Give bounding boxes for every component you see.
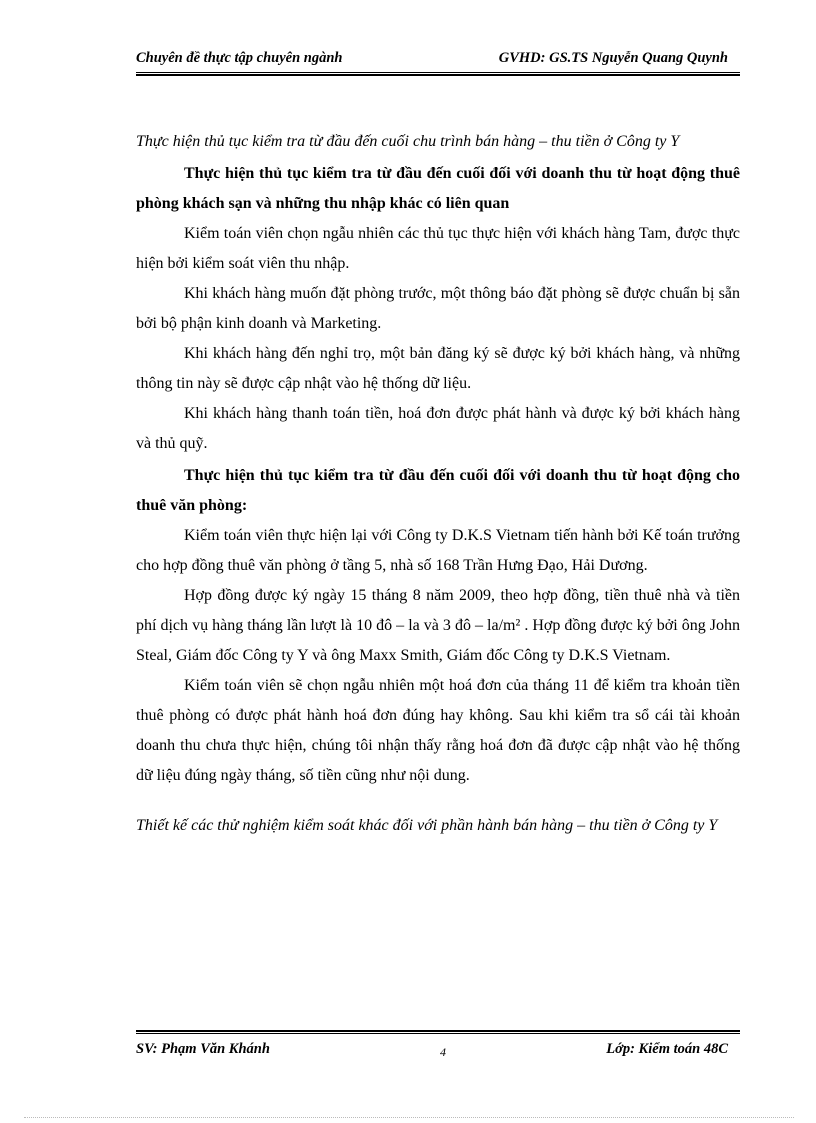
page-footer — [136, 1041, 740, 1065]
section-heading: Thiết kế các thử nghiệm kiểm soát khác đối với phần hành bán hàng – thu tiền ở Công ty Y — [136, 817, 718, 834]
paragraph: Kiểm toán viên sẽ chọn ngẫu nhiên một hoá đơn của tháng 11 để kiểm tra khoản tiền thuê phòng có được phát hành hoá đơn đúng hay không. Sau khi kiểm tra sổ cái tài khoản doanh thu chưa thực hiện, chúng tôi nhận thấy rằng hoá đơn đã được cập nhật vào hệ thống dữ liệu đúng ngày tháng, số tiền cũng như nội dung. — [136, 677, 740, 784]
paragraph: Hợp đồng được ký ngày 15 tháng 8 năm 2009, theo hợp đồng, tiền thuê nhà và tiền phí dịch vụ hàng tháng lần lượt là 10 đô – la và 3 đô – la/m² . Hợp đồng được ký bởi ông John Steal, Giám đốc Công ty Y và ông Maxx Smith, Giám đốc Công ty D.K.S Vietnam. — [136, 587, 740, 664]
paragraph: Kiểm toán viên thực hiện lại với Công ty D.K.S Vietnam tiến hành bởi Kế toán trưởng cho hợp đồng thuê văn phòng ở tầng 5, nhà số 168 Trần Hưng Đạo, Hải Dương. — [136, 527, 740, 574]
subsection-heading: Thực hiện thủ tục kiểm tra từ đầu đến cuối đối với doanh thu từ hoạt động thuê phòng khách sạn và những thu nhập khác có liên quan — [136, 165, 740, 212]
section-heading: Thực hiện thủ tục kiểm tra từ đầu đến cuối chu trình bán hàng – thu tiền ở Công ty Y — [136, 133, 680, 150]
footer-divider — [136, 1030, 740, 1034]
paragraph: Kiểm toán viên chọn ngẫu nhiên các thủ tục thực hiện với khách hàng Tam, được thực hiện bởi kiểm soát viên thu nhập. — [136, 225, 740, 272]
subsection-heading: Thực hiện thủ tục kiểm tra từ đầu đến cuối đối với doanh thu từ hoạt động cho thuê văn phòng: — [136, 467, 740, 514]
footer-student: SV: Phạm Văn Khánh — [136, 1041, 270, 1057]
header-divider — [136, 72, 740, 76]
page-bottom-border — [24, 1117, 794, 1118]
page-header — [136, 50, 740, 72]
document-body — [136, 127, 740, 841]
paragraph: Khi khách hàng đến nghỉ trọ, một bản đăng ký sẽ được ký bởi khách hàng, và những thông tin này sẽ được cập nhật vào hệ thống dữ liệu. — [136, 345, 740, 392]
paragraph: Khi khách hàng muốn đặt phòng trước, một thông báo đặt phòng sẽ được chuẩn bị sẵn bởi bộ phận kinh doanh và Marketing. — [136, 285, 740, 332]
footer-class: Lớp: Kiểm toán 48C — [606, 1041, 728, 1057]
header-subject: Chuyên đề thực tập chuyên ngành — [136, 50, 343, 66]
spacer — [136, 791, 740, 811]
paragraph: Khi khách hàng thanh toán tiền, hoá đơn được phát hành và được ký bởi khách hàng và thủ quỹ. — [136, 405, 740, 452]
header-supervisor: GVHD: GS.TS Nguyễn Quang Quynh — [498, 50, 728, 66]
page-number: 4 — [440, 1045, 446, 1059]
